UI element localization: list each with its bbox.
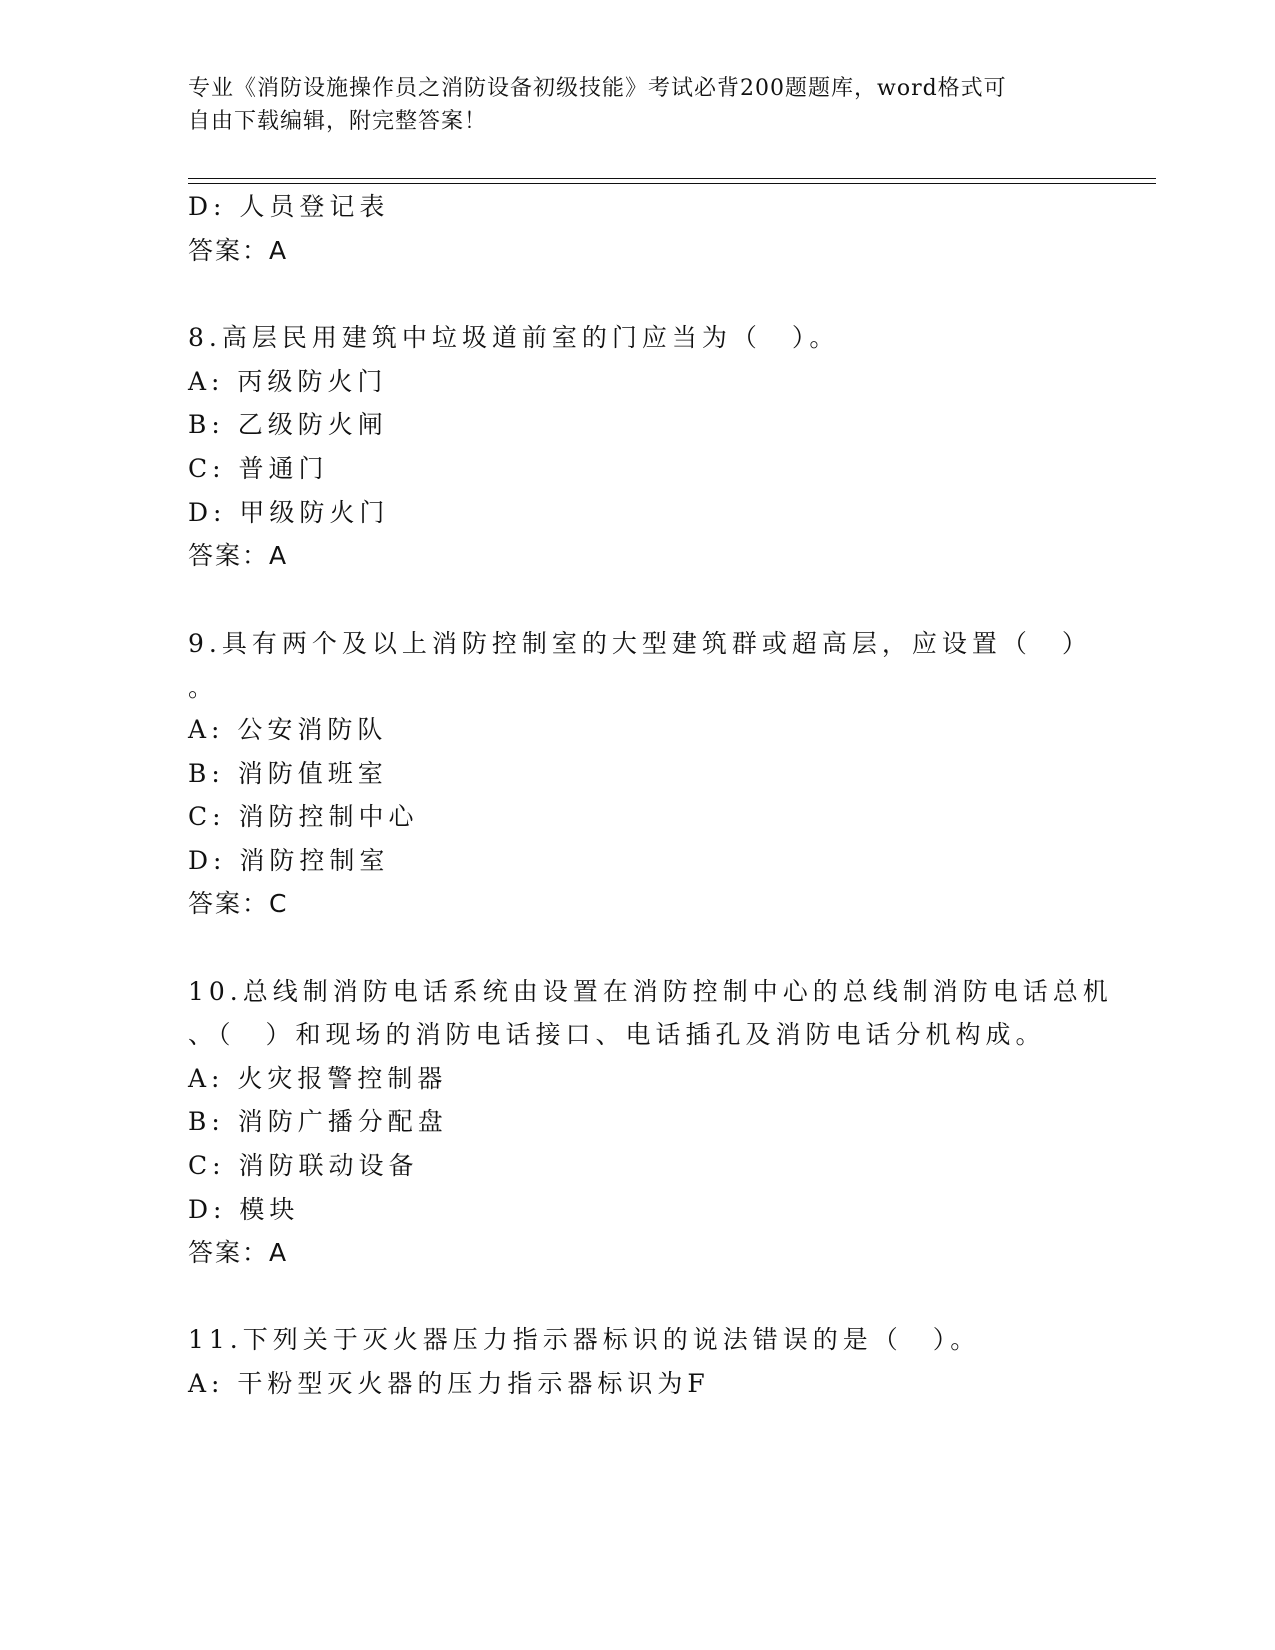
q10-stem-line-2: 、（ ）和现场的消防电话接口、电话插孔及消防电话分机构成。 bbox=[188, 1020, 1046, 1049]
q8-option-a: A: 丙级防火门 bbox=[188, 367, 388, 396]
q8-option-c: C: 普通门 bbox=[188, 454, 329, 483]
q9-answer: 答案：C bbox=[188, 889, 289, 918]
q11-stem: 11.下列关于灭火器压力指示器标识的说法错误的是（ ）。 bbox=[188, 1325, 981, 1354]
q8-option-d: D: 甲级防火门 bbox=[188, 498, 390, 527]
header-line-1: 专业《消防设施操作员之消防设备初级技能》考试必背200题题库，word格式可 bbox=[188, 76, 1007, 101]
header-divider-top bbox=[188, 178, 1156, 179]
header-line-2: 自由下载编辑，附完整答案！ bbox=[188, 109, 488, 134]
q9-option-b: B: 消防值班室 bbox=[188, 759, 388, 788]
q8-answer: 答案：A bbox=[188, 541, 289, 570]
q8-option-b: B: 乙级防火闸 bbox=[188, 410, 388, 439]
q10-option-c: C: 消防联动设备 bbox=[188, 1151, 419, 1180]
q9-option-a: A: 公安消防队 bbox=[188, 715, 388, 744]
document-header bbox=[188, 72, 1088, 138]
q7-option-d: D: 人员登记表 bbox=[188, 192, 390, 221]
q10-option-b: B: 消防广播分配盘 bbox=[188, 1107, 448, 1136]
header-divider-bottom bbox=[188, 183, 1156, 184]
q9-option-d: D: 消防控制室 bbox=[188, 846, 390, 875]
q10-option-a: A: 火灾报警控制器 bbox=[188, 1064, 448, 1093]
q11-option-a: A: 干粉型灭火器的压力指示器标识为F bbox=[188, 1369, 710, 1398]
q10-stem-line-1: 10.总线制消防电话系统由设置在消防控制中心的总线制消防电话总机 bbox=[188, 977, 1113, 1006]
q9-stem-line-1: 9.具有两个及以上消防控制室的大型建筑群或超高层，应设置（ ） bbox=[188, 629, 1092, 658]
q10-answer: 答案：A bbox=[188, 1238, 289, 1267]
q7-answer: 答案：A bbox=[188, 236, 289, 265]
q9-stem-line-2: 。 bbox=[188, 673, 219, 702]
q9-option-c: C: 消防控制中心 bbox=[188, 802, 419, 831]
q10-option-d: D: 模块 bbox=[188, 1195, 300, 1224]
q8-stem: 8.高层民用建筑中垃圾道前室的门应当为（ ）。 bbox=[188, 323, 840, 352]
